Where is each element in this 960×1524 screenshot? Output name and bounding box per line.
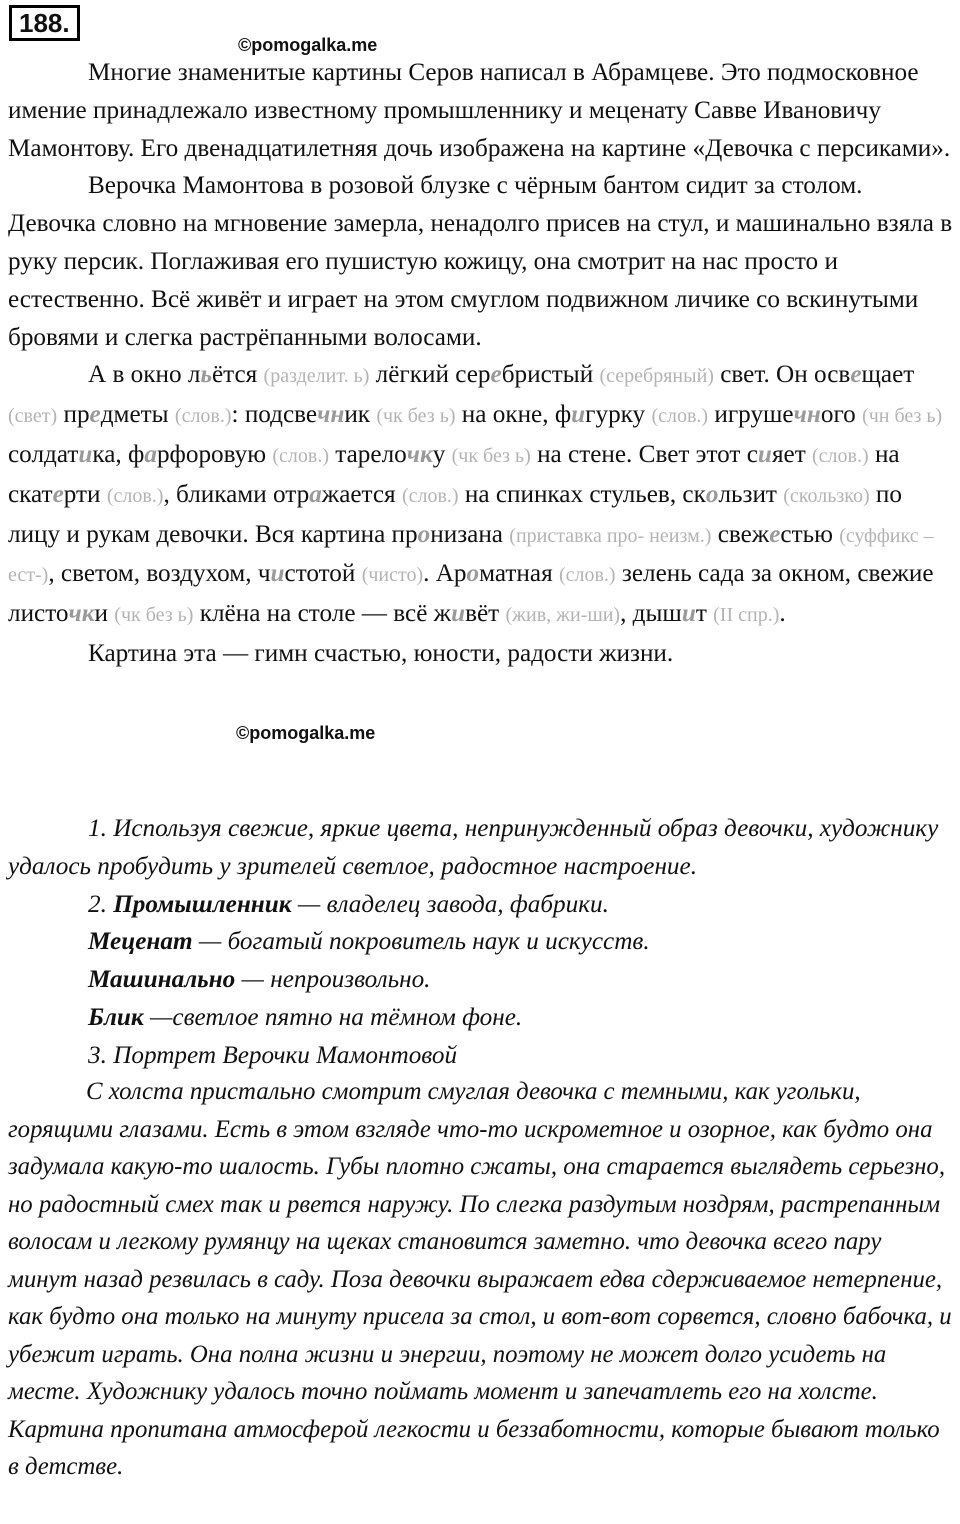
task-item-2: [8, 886, 956, 924]
paragraph-4: Картина эта — гимн счастью, юности, радости жизни.: [88, 639, 674, 667]
term-row-mecenat: [8, 923, 956, 961]
text-segment: пр: [57, 401, 90, 429]
term-promyshlennik: Промышленник: [113, 890, 292, 918]
annotation-note: (разделит. ь): [263, 365, 370, 388]
text-segment: рфоровую: [156, 440, 273, 468]
annotation-note: и: [525, 604, 537, 627]
annotation-note: (ч: [361, 564, 379, 587]
text-segment: яет: [771, 440, 813, 468]
paragraph-2: Верочка Мамонтова в розовой блузке с чёрным бантом сидит за столом. Девочка словно на мгновение замерла, ненадолго присев на стул, и машинально взяла в руку персик. Поглаживая его пушистую кожицу, она смотрит на нас просто и естественно. Всё живёт и играет на этом смуглом подвижном личике со вскинутыми бровями и слегка растрёпанными волосами.: [8, 172, 953, 351]
text-segment: зелень сада за окном, свежие листо: [8, 560, 934, 628]
text-segment: стотой: [284, 560, 362, 588]
annotation-note: (слов.): [401, 484, 459, 507]
highlighted-letter: и: [571, 401, 586, 429]
text-segment: , дыш: [620, 600, 682, 628]
annotation-note: (сер: [599, 365, 635, 388]
text-segment: ётся: [211, 361, 264, 389]
text-segment: дметы: [100, 401, 175, 429]
highlighted-letter: чн: [793, 401, 821, 429]
paragraph-3-annotated: [8, 356, 956, 635]
def-mashinalno: — непроизвольно.: [235, 966, 431, 994]
highlighted-letter: а: [144, 440, 157, 468]
text-segment: ик: [344, 401, 377, 429]
text-segment: на скат: [8, 440, 900, 508]
def-blik: —светлое пятно на тёмном фоне.: [143, 1003, 523, 1031]
task-item-1: 1. Используя свежие, яркие цвета, непринужденный образ девочки, художнику удалось пробудить у зрителей светлое, радостное настроение.: [8, 815, 939, 880]
text-segment: . Ар: [423, 560, 467, 588]
highlighted-letter: е: [89, 401, 101, 429]
text-segment: на спинках стульев, ск: [458, 480, 706, 508]
text-segment: низана: [430, 520, 510, 548]
highlighted-letter: чк: [68, 600, 95, 628]
def-promyshlennik: — владелец завода, фабрики.: [291, 890, 609, 918]
highlighted-letter: е: [52, 480, 64, 508]
text-segment: т: [695, 600, 714, 628]
annotation-note: (слов.): [272, 444, 329, 467]
highlighted-letter: и: [78, 440, 93, 468]
text-segment: на стене. Свет этот с: [530, 440, 758, 468]
text-segment: стью: [780, 520, 840, 548]
paragraph-1: Многие знаменитые картины Серов написал в Абрамцеве. Это подмосковное имение принадлежало известному промышленнику и меценату Савве Ивановичу Мамонтову. Его двенадцатилетняя дочь изображена на картине «Девочка с персиками».: [8, 59, 951, 162]
text-segment: жается: [321, 480, 402, 508]
annotation-note: (чк без ь): [114, 604, 194, 627]
text-segment: у: [432, 440, 452, 468]
annotation-note: (слов.): [174, 405, 232, 428]
highlighted-letter: и: [681, 600, 696, 628]
text-segment: на окне, ф: [455, 401, 572, 429]
annotation-note: т): [41, 405, 58, 428]
task-item-3: 3. Портрет Верочки Мамонтовой: [88, 1041, 458, 1069]
annotation-note: (слов.): [106, 484, 164, 507]
text-segment: игруше: [708, 401, 794, 429]
annotation-note: (слов.): [812, 444, 869, 467]
text-segment: , светом, воздухом, ч: [48, 560, 271, 588]
annotation-note: (суффикс –ест-): [8, 524, 934, 587]
annotation-note: льзко): [817, 484, 870, 507]
text-segment: ого: [820, 401, 863, 429]
highlighted-letter: ь: [200, 361, 212, 389]
exercise-number: 188.: [9, 5, 80, 41]
highlighted-letter: чк: [406, 440, 433, 468]
annotation-note: о: [807, 484, 818, 507]
annotation-note: (чк без ь): [451, 444, 531, 467]
highlighted-letter: и: [270, 560, 285, 588]
term-row-mashinalno: [8, 961, 956, 999]
text-segment: ка, ф: [92, 440, 145, 468]
term-mashinalno: Машинально: [88, 966, 236, 994]
term-row-blik: [8, 999, 956, 1037]
text-segment: щает: [861, 361, 915, 389]
exercise-text: [8, 54, 956, 673]
text-segment: по лицу и рукам девочки. Вся картина пр: [8, 480, 902, 548]
annotation-note: (ск: [783, 484, 808, 507]
task-item-2-prefix: 2.: [88, 890, 114, 918]
annotation-note: (ж: [505, 604, 526, 627]
annotation-note: бряный): [643, 365, 714, 388]
annotation-note: е: [634, 365, 644, 388]
annotation-note: (приставка про- неизм.): [509, 524, 712, 547]
highlighted-letter: чн: [317, 401, 345, 429]
term-mecenat: Меценат: [88, 928, 193, 956]
annotation-note: сто): [389, 564, 424, 587]
text-segment: бристый: [501, 361, 600, 389]
highlighted-letter: о: [705, 480, 719, 508]
annotation-note: (II спр.): [713, 604, 780, 627]
annotation-note: (слов.): [651, 405, 709, 428]
annotation-note: (чк без ь): [376, 405, 456, 428]
text-segment: вёт: [465, 600, 506, 628]
highlighted-letter: а: [309, 480, 322, 508]
highlighted-letter: е: [490, 361, 502, 389]
text-segment: матная: [479, 560, 559, 588]
text-segment: рти: [63, 480, 107, 508]
highlighted-letter: и: [757, 440, 772, 468]
term-blik: Блик: [88, 1003, 144, 1031]
highlighted-letter: о: [466, 560, 480, 588]
highlighted-letter: о: [417, 520, 431, 548]
annotation-note: в, жи-ши): [536, 604, 621, 627]
watermark: ©pomogalka.me: [238, 35, 378, 55]
task-answers: [8, 810, 956, 1075]
def-mecenat: — богатый покровитель наук и искусств.: [192, 928, 650, 956]
text-segment: .: [779, 600, 786, 628]
text-segment: свеж: [711, 520, 770, 548]
text-segment: солдат: [8, 440, 79, 468]
highlighted-letter: и: [451, 600, 466, 628]
annotation-note: (чн без ь): [862, 405, 943, 428]
text-segment: , бликами отр: [163, 480, 310, 508]
text-segment: : подсве: [231, 401, 318, 429]
annotation-note: (слов.): [558, 564, 616, 587]
watermark-2: ©pomogalka.me: [236, 723, 376, 743]
portrait-essay: [8, 1073, 956, 1486]
highlighted-letter: е: [850, 361, 862, 389]
annotation-note: и: [378, 564, 390, 587]
text-segment: льзит: [718, 480, 784, 508]
essay-text: С холста пристально смотрит смуглая девочка с темными, как угольки, горящими глазами. Есть в этом взгляде что-то искрометное и озорное, как будто она задумала какую-то шалость. Губы плотно сжаты, она старается выглядеть серьезно, но радостный смех так и рвется наружу. По слегка раздутым ноздрям, растрепанным волосам и легкому румянцу на щеках становится заметно. что девочка всего пару минут назад резвилась в саду. Поза девочки выражает едва сдерживаемое нетерпение, как будто она только на минуту присела за стол, и вот-вот сорвется, словно бабочка, и убежит играть. Она полна жизни и энергии, поэтому не может долго усидеть на месте. Художнику удалось точно поймать момент и запечатлеть его на холсте. Картина пропитана атмосферой легкости и беззаботности, которые бывают только в детстве.: [8, 1078, 952, 1480]
annotation-note: е: [32, 405, 42, 428]
highlighted-letter: е: [769, 520, 781, 548]
text-segment: и: [94, 600, 115, 628]
text-segment: свет. Он осв: [713, 361, 851, 389]
text-segment: клёна на столе — всё ж: [193, 600, 452, 628]
text-segment: лёгкий сер: [369, 361, 491, 389]
annotation-note: (св: [8, 405, 33, 428]
text-segment: тарело: [329, 440, 407, 468]
text-segment: гурку: [585, 401, 652, 429]
text-segment: А в окно л: [88, 361, 201, 389]
